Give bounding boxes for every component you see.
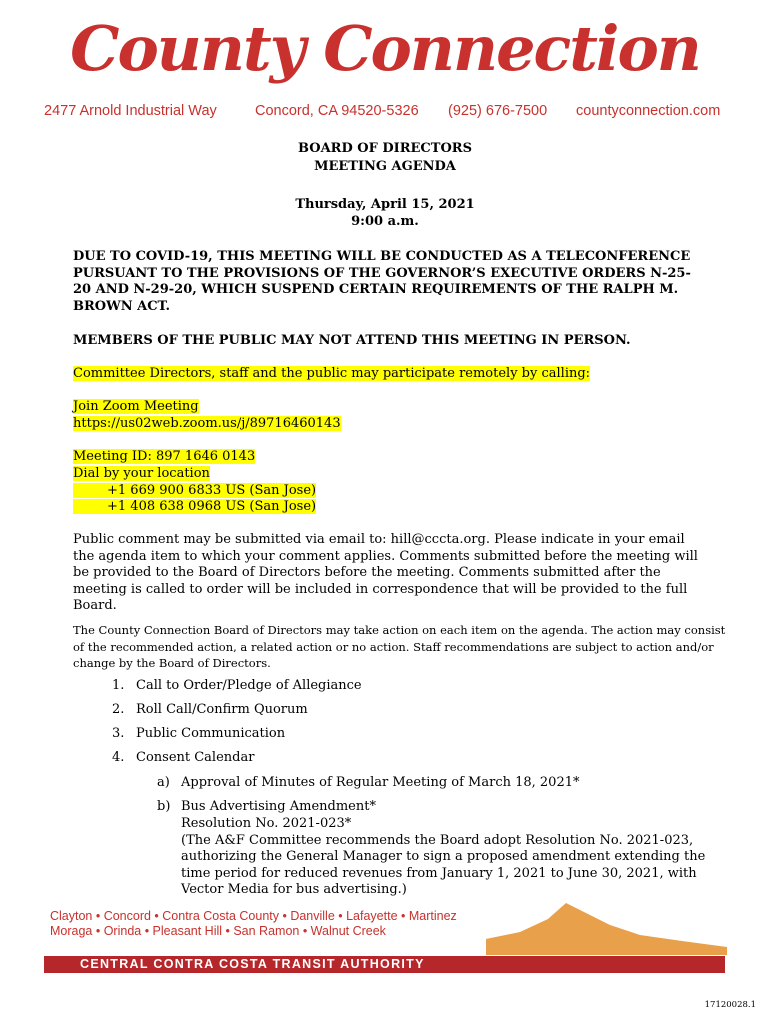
member-cities-line-1: Clayton • Concord • Contra Costa County • Danville • Lafayette • Martinez [50, 909, 457, 923]
dial-number-2: +1 408 638 0968 US (San Jose) [73, 499, 316, 514]
letterhead-city: Concord, CA 94520-5326 [255, 103, 419, 119]
consent-item-letter: a) [157, 775, 170, 790]
consent-item-line: Resolution No. 2021-023* [181, 816, 352, 831]
consent-item-line: time period for reduced revenues from January 1, 2021 to June 30, 2021, with [181, 866, 697, 881]
consent-item-line: Vector Media for bus advertising.) [181, 882, 407, 897]
dial-number-1: +1 669 900 6833 US (San Jose) [73, 483, 316, 498]
title-board: BOARD OF DIRECTORS [298, 141, 472, 156]
letterhead-address: 2477 Arnold Industrial Way [44, 103, 217, 119]
join-zoom-label: Join Zoom Meeting [73, 399, 199, 414]
agenda-item-number: 4. [112, 750, 125, 765]
meeting-time: 9:00 a.m. [351, 214, 419, 229]
agenda-item-text: Public Communication [136, 726, 286, 741]
agenda-item-text: Consent Calendar [136, 750, 255, 765]
member-cities-line-2: Moraga • Orinda • Pleasant Hill • San Ramon • Walnut Creek [50, 924, 386, 938]
board-action-note: The County Connection Board of Directors may take action on each item on the agenda. The action may consist of the recommended action, a related action or no action. Staff recommendations are subject to action and/or change by the Board of Directors. [73, 623, 726, 670]
authority-banner [44, 956, 725, 973]
dial-label: Dial by your location [73, 466, 210, 481]
remote-intro: Committee Directors, staff and the public may participate remotely by calling: [73, 366, 591, 381]
covid-notice: DUE TO COVID-19, THIS MEETING WILL BE CONDUCTED AS A TELECONFERENCE PURSUANT TO THE PROVISIONS OF THE GOVERNOR’S EXECUTIVE ORDERS N-25-20 AND N-29-20, WHICH SUSPEND CERTAIN REQUIREMENTS OF THE RALPH M. BROWN ACT. [73, 249, 691, 314]
public-notice: MEMBERS OF THE PUBLIC MAY NOT ATTEND THIS MEETING IN PERSON. [73, 333, 631, 348]
consent-item-letter: b) [157, 799, 171, 814]
consent-item-line: Approval of Minutes of Regular Meeting of March 18, 2021* [181, 775, 580, 790]
agenda-item-number: 3. [112, 726, 125, 741]
agenda-item-number: 1. [112, 678, 125, 693]
consent-item-line: authorizing the General Manager to sign a proposed amendment extending the [181, 849, 706, 864]
agenda-item-number: 2. [112, 702, 125, 717]
meeting-date: Thursday, April 15, 2021 [295, 197, 475, 212]
public-comment-paragraph: Public comment may be submitted via email to: hill@cccta.org. Please indicate in your email the agenda item to which your comment applies. Comments submitted before the meeting will be provided to the Board of Directors before the meeting. Comments submitted after the meeting is called to order will be included in correspondence that will be provided to the full Board. [73, 532, 698, 614]
document-number: 17120028.1 [704, 1000, 756, 1010]
authority-name: CENTRAL CONTRA COSTA TRANSIT AUTHORITY [80, 957, 425, 971]
meeting-id: Meeting ID: 897 1646 0143 [73, 449, 256, 464]
letterhead-phone: (925) 676-7500 [448, 103, 548, 119]
agenda-item-text: Call to Order/Pledge of Allegiance [136, 678, 362, 693]
county-connection-logo: County Connection [70, 12, 700, 85]
consent-item-line: Bus Advertising Amendment* [181, 799, 376, 814]
title-agenda: MEETING AGENDA [314, 159, 456, 174]
agenda-item-text: Roll Call/Confirm Quorum [136, 702, 308, 717]
letterhead-website: countyconnection.com [576, 103, 721, 119]
consent-item-line: (The A&F Committee recommends the Board adopt Resolution No. 2021-023, [181, 833, 694, 848]
zoom-link[interactable]: https://us02web.zoom.us/j/89716460143 [73, 416, 341, 431]
mountain-shape [486, 903, 727, 955]
